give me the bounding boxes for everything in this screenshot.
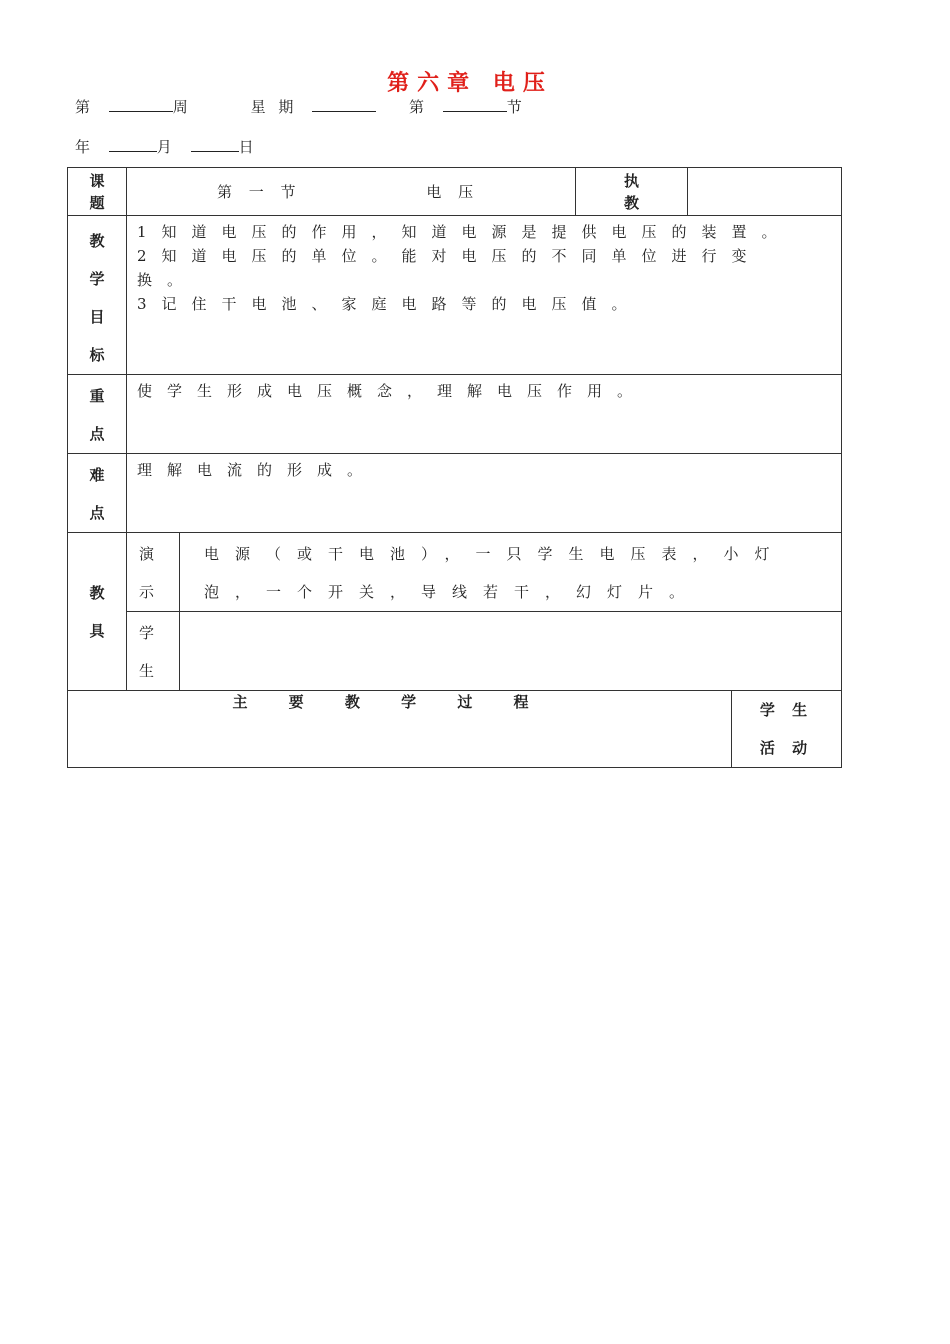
teacher-label: 执 教	[576, 168, 688, 216]
period-suffix: 节	[506, 98, 522, 116]
weekday-label: 星 期	[250, 98, 298, 116]
difficulty-content: 理解电流的形成。	[127, 454, 842, 533]
goals-label: 教 学 目 标	[68, 216, 127, 375]
week-prefix: 第	[75, 98, 91, 116]
lesson-plan-table	[67, 167, 842, 768]
week-blank	[109, 97, 173, 112]
key-point-content: 使学生形成电压概念，理解电压作用。	[127, 375, 842, 454]
student-label: 学 生	[127, 612, 180, 691]
demo-content: 电源（或干电池），一只学生电压表，小灯泡，一个开关，导线若干，幻灯片。	[180, 533, 842, 612]
goals-row	[68, 216, 842, 375]
weekday-blank	[312, 97, 376, 112]
tools-student-row	[68, 612, 842, 691]
process-label: 主 要 教 学 过 程	[68, 691, 732, 768]
goal-item: 2知道电压的单位。能对电压的不同单位进行变换。	[137, 247, 762, 289]
difficulty-label: 难 点	[68, 454, 127, 533]
tools-label: 教 具	[68, 533, 127, 691]
month-blank	[191, 137, 239, 152]
goal-item: 1知道电压的作用，知道电源是提供电压的装置。	[137, 223, 792, 241]
period-blank	[443, 97, 507, 112]
key-point-label: 重 点	[68, 375, 127, 454]
day-label: 日	[238, 138, 254, 156]
week-suffix: 周	[172, 98, 188, 116]
topic-label: 课 题	[68, 168, 127, 216]
period-prefix: 第	[408, 98, 424, 116]
year-label: 年	[75, 138, 91, 156]
goal-item: 3记住干电池、家庭电路等的电压值。	[137, 295, 642, 313]
key-point-row	[68, 375, 842, 454]
year-blank	[109, 137, 157, 152]
topic-row	[68, 168, 842, 216]
document-title: 第六章 电压	[387, 71, 553, 96]
topic-value: 第 一 节 电 压	[127, 168, 576, 216]
process-header-row	[68, 691, 842, 768]
difficulty-row	[68, 454, 842, 533]
demo-label: 演 示	[127, 533, 180, 612]
teacher-value	[688, 168, 842, 216]
student-content	[180, 612, 842, 691]
month-label: 月	[156, 138, 172, 156]
tools-demo-row	[68, 533, 842, 612]
activity-label: 学 生 活 动	[732, 691, 842, 768]
goals-content	[127, 216, 842, 375]
date-line	[75, 136, 254, 157]
schedule-line	[75, 96, 522, 117]
